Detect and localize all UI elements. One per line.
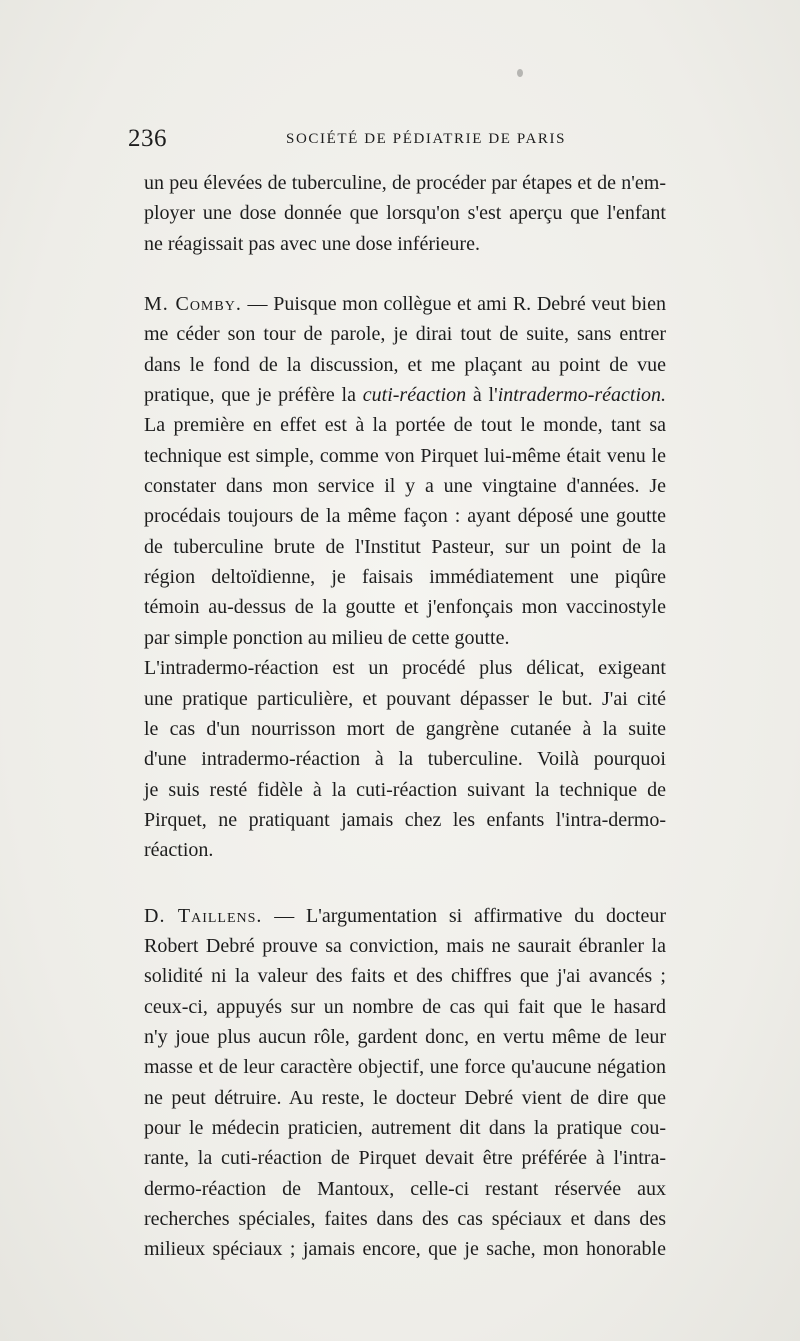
text-line: région deltoïdienne, je faisais immédiatement une piqûre xyxy=(144,566,666,589)
text-line: ne peut détruire. Au reste, le docteur Debré vient de dire que xyxy=(144,1086,666,1109)
paragraph-gap xyxy=(144,259,666,289)
text-line: ployer une dose donnée que lorsqu'on s'est aperçu que l'enfant xyxy=(144,202,666,225)
text-line: milieux spéciaux ; jamais encore, que je sache, mon honorable xyxy=(144,1238,666,1261)
speaker-name: M. Comby. xyxy=(144,293,242,316)
speaker-name: D. Taillens. xyxy=(144,904,263,927)
text-line: par simple ponction au milieu de cette goutte. xyxy=(144,626,510,649)
text-line: pour le médecin praticien, autrement dit dans la pratique cou- xyxy=(144,1116,666,1139)
paragraph-comby xyxy=(144,289,666,653)
text-line: rante, la cuti-réaction de Pirquet devait être préférée à l'intra- xyxy=(144,1147,666,1170)
italic-term: intradermo-réaction. xyxy=(497,384,666,407)
text-line: dermo-réaction de Mantoux, celle-ci restant réservée aux xyxy=(144,1177,666,1200)
text-line xyxy=(144,289,666,319)
text-line: masse et de leur caractère objectif, une force qu'aucune négation xyxy=(144,1056,666,1079)
text-line: me céder son tour de parole, je dirai tout de suite, sans entrer xyxy=(144,323,666,346)
body-text xyxy=(144,168,666,1265)
text-line: d'une intradermo-réaction à la tuberculine. Voilà pourquoi xyxy=(144,748,666,771)
paragraph-taillens xyxy=(144,901,666,1265)
page-header xyxy=(126,125,666,155)
paragraph-intradermo xyxy=(144,653,666,865)
text-line: constater dans mon service il y a une vingtaine d'années. Je xyxy=(144,475,666,498)
text-line: je suis resté fidèle à la cuti-réaction suivant la technique de xyxy=(144,778,666,801)
text-line: Robert Debré prouve sa conviction, mais ne saurait ébranler la xyxy=(144,934,666,957)
paragraph-continuation xyxy=(144,168,666,259)
text-line: ne réagissait pas avec une dose inférieure. xyxy=(144,232,480,255)
page-number: 236 xyxy=(128,125,167,152)
text-line: témoin au-dessus de la goutte et j'enfonçais mon vaccinostyle xyxy=(144,596,666,619)
italic-term: cuti-réaction xyxy=(362,384,467,407)
text-line: recherches spéciales, faites dans des cas spéciaux et dans des xyxy=(144,1208,666,1230)
text-line: Pirquet, ne pratiquant jamais chez les enfants l'intra-dermo- xyxy=(144,808,666,831)
text-line: procédais toujours de la même façon : ayant déposé une goutte xyxy=(144,505,666,528)
text-line: ceux-ci, appuyés sur un nombre de cas qui fait que le hasard xyxy=(144,995,666,1018)
text-line: de tuberculine brute de l'Institut Pasteur, sur un point de la xyxy=(144,535,666,558)
text-line: un peu élevées de tuberculine, de procéder par étapes et de n'em- xyxy=(144,172,666,194)
text-line: réaction. xyxy=(144,839,214,862)
text-line: une pratique particulière, et pouvant dépasser le but. J'ai cité xyxy=(144,687,666,710)
text-line: solidité ni la valeur des faits et des chiffres que j'ai avancés ; xyxy=(144,965,666,988)
text-fragment: — Puisque mon collègue et ami R. Debré veut bien xyxy=(241,293,666,316)
text-fragment: pratique, que je préfère la xyxy=(144,384,363,407)
text-line: technique est simple, comme von Pirquet lui-même était venu le xyxy=(144,444,666,467)
text-line xyxy=(144,380,666,410)
running-head: SOCIÉTÉ DE PÉDIATRIE DE PARIS xyxy=(286,131,567,147)
text-line: La première en effet est à la portée de tout le monde, tant sa xyxy=(144,414,666,437)
text-line: le cas d'un nourrisson mort de gangrène cutanée à la suite xyxy=(144,717,666,740)
text-line: n'y joue plus aucun rôle, gardent donc, en vertu même de leur xyxy=(144,1025,666,1048)
text-fragment: — L'argumentation si affirmative du docteur xyxy=(262,904,667,927)
text-line: dans le fond de la discussion, et me plaçant au point de vue xyxy=(144,353,666,376)
text-line xyxy=(144,901,666,931)
paragraph-gap xyxy=(144,866,666,901)
text-line: L'intradermo-réaction est un procédé plus délicat, exigeant xyxy=(144,657,666,680)
ink-speck xyxy=(517,69,523,77)
text-fragment: à l' xyxy=(466,384,498,407)
